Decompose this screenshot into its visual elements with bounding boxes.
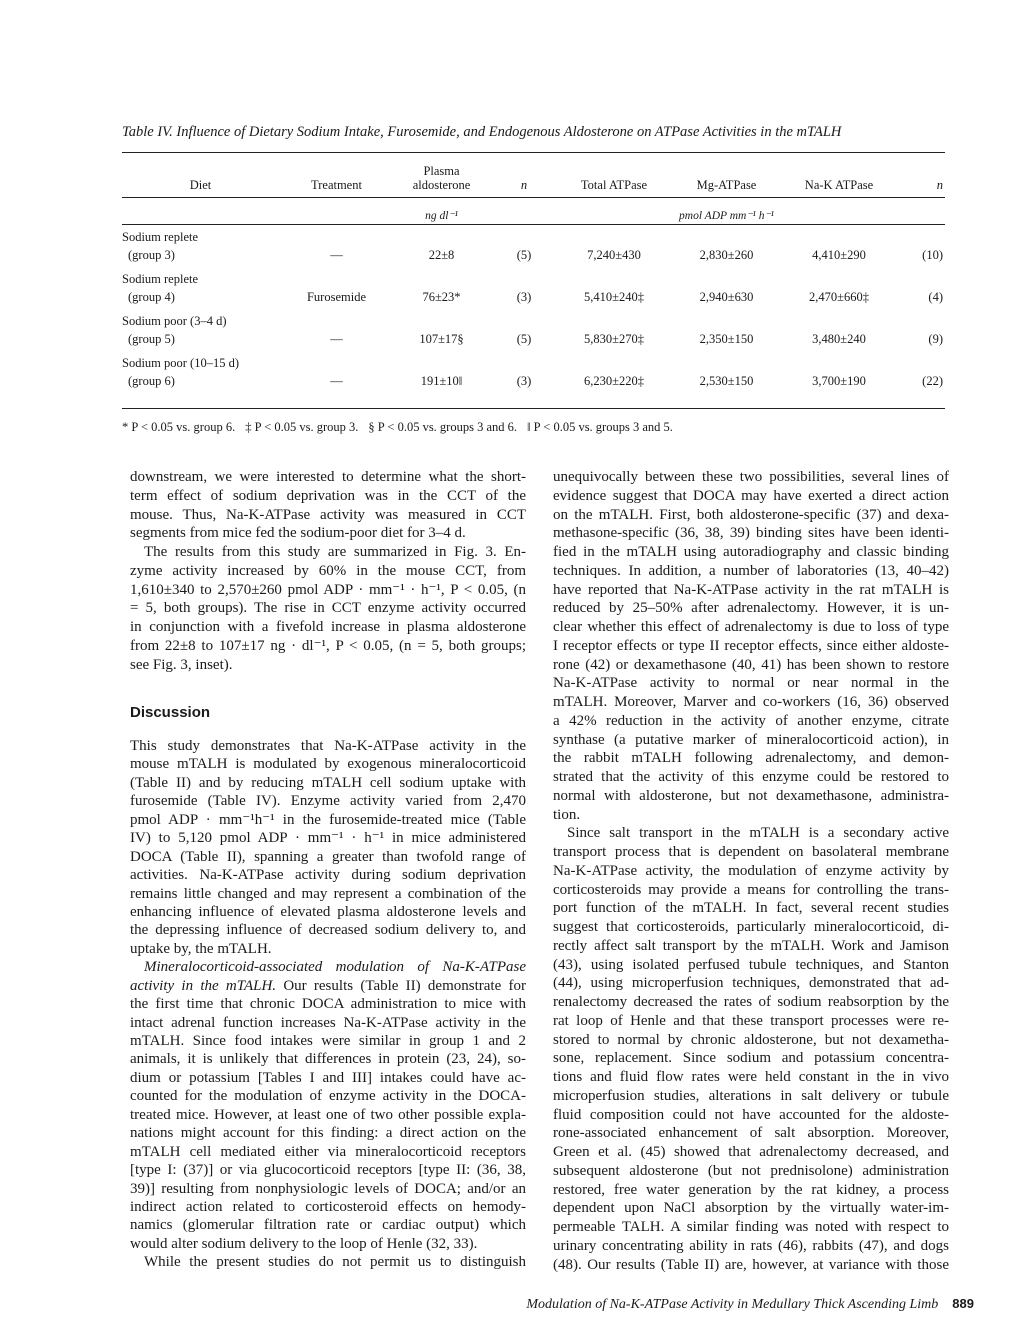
text-line: pmol ADP · mm⁻¹h⁻¹ in the furosemide-treated mice (Table bbox=[130, 811, 526, 828]
text-line: a 42% reduction in the activity of another enzyme, citrate bbox=[553, 712, 949, 729]
text-line: the rabbit mTALH following adrenalectomy, and demon- bbox=[553, 750, 949, 767]
text-line: transport process that is dependent on basolateral membrane bbox=[553, 844, 949, 860]
text-line: mTALH. Moreover, Marver and co-workers (16, 36) observed bbox=[553, 694, 949, 710]
atpase-table bbox=[122, 160, 945, 390]
cell-diet bbox=[122, 264, 279, 306]
text-line: corticosteroids may provide a means for controlling the trans- bbox=[553, 881, 949, 898]
cell-total: 7,240±430 bbox=[587, 248, 641, 262]
text-line: term effect of sodium deprivation was in the CCT of the bbox=[130, 487, 526, 504]
text-line: rone-associated enhancement of salt absorption. Moreover, bbox=[553, 1125, 949, 1142]
footnote: ‖ P < 0.05 vs. groups 3 and 5. bbox=[527, 420, 673, 434]
header-nak-atpase: Na-K ATPase bbox=[804, 178, 874, 192]
cell-diet bbox=[122, 348, 279, 390]
text-line: treated mice. However, at least one of two other possible expla- bbox=[130, 1106, 526, 1123]
cell-aldo: 107±17§ bbox=[419, 332, 464, 346]
text-line: enhancing influence of elevated plasma aldosterone levels and bbox=[130, 903, 526, 920]
text-line: synthase (a putative marker of mineralocorticoid action), in bbox=[553, 731, 949, 748]
text-line: from 22±8 to 107±17 ng · dl⁻¹, P < 0.05, (n = 5, both groups; bbox=[130, 637, 526, 654]
text-line: I receptor effects or type II receptor effects, since either aldoste- bbox=[553, 637, 949, 654]
text-line: furosemide (Table IV). Enzyme activity varied from 2,470 bbox=[130, 793, 526, 810]
text-line: namics (glomerular filtration rate or cardiac output) which bbox=[130, 1217, 526, 1234]
text-line: rectly affect salt transport by the mTALH. Work and Jamison bbox=[553, 937, 949, 954]
table-row bbox=[122, 222, 945, 264]
cell-mg: 2,830±260 bbox=[699, 248, 754, 262]
cell-n1: (3) bbox=[516, 290, 532, 304]
text-line: evidence suggest that DOCA may have exerted a direct action bbox=[553, 487, 949, 504]
text-line: mTALH cell mediated either via mineralocorticoid receptors bbox=[130, 1143, 526, 1160]
cell-total: 5,410±240‡ bbox=[584, 290, 644, 304]
text-line: the depressing influence of decreased sodium delivery to, and bbox=[130, 922, 526, 939]
units-aldosterone: ng dl⁻¹ bbox=[425, 210, 458, 222]
group-label: (group 4) bbox=[128, 290, 175, 304]
text-line: This study demonstrates that Na-K-ATPase activity in the bbox=[130, 738, 526, 754]
text-line: segments from mice fed the sodium-poor diet for 3–4 d. bbox=[130, 525, 466, 542]
text-line: DOCA (Table II), spanning a greater than twofold range of bbox=[130, 848, 526, 865]
cell-mg: 2,940±630 bbox=[699, 290, 754, 304]
cell-total: 5,830±270‡ bbox=[584, 332, 644, 346]
cell-n2: (4) bbox=[928, 290, 943, 304]
text-line: remains little changed and may represent a combination of the bbox=[130, 885, 526, 902]
units-atpase: pmol ADP mm⁻¹ h⁻¹ bbox=[679, 210, 774, 222]
text-line: (Table II) and by reducing mTALH cell sodium uptake with bbox=[130, 774, 526, 791]
italic-run: activity in the mTALH. bbox=[130, 977, 277, 994]
text-line: Green et al. (45) showed that adrenalectomy decreased, and bbox=[553, 1144, 949, 1160]
text-line: intact adrenal function increases Na-K-ATPase activity in the bbox=[130, 1014, 526, 1031]
text-line: rat loop of Henle and that these transport processes were re- bbox=[553, 1012, 949, 1029]
text-line: animals, it is unlikely that differences in protein (23, 24), so- bbox=[130, 1051, 526, 1068]
text-line: activities. Na-K-ATPase activity during sodium deprivation bbox=[130, 867, 526, 884]
text-line: Na-K-ATPase activity, the modulation of enzyme activity by bbox=[553, 862, 949, 879]
text-line: nations might account for this finding: a direct action on the bbox=[130, 1125, 526, 1142]
cell-n1: (5) bbox=[516, 332, 532, 346]
diet-label: Sodium poor (10–15 d) bbox=[122, 356, 240, 370]
text-line: tions and fluid flow rates were held constant in the in vivo bbox=[553, 1069, 949, 1085]
text-line: tion. bbox=[553, 806, 581, 823]
text-line: have reported that Na-K-ATPase activity in the rat mTALH is bbox=[553, 581, 949, 598]
text-line: dependent upon NaCl absorption by the virtually water-im- bbox=[553, 1200, 949, 1217]
cell-aldo: 76±23* bbox=[422, 290, 461, 304]
table-units-row bbox=[122, 192, 945, 222]
text-line: zyme activity increased by 60% in the mouse CCT, from bbox=[130, 562, 526, 579]
text-line: subsequent aldosterone (but not prednisolone) administration bbox=[553, 1162, 949, 1179]
cell-aldo: 191±10‖ bbox=[420, 374, 463, 388]
text-line: restored, free water generation by the rat kidney, a process bbox=[553, 1181, 949, 1198]
running-title: Modulation of Na-K-ATPase Activity in Medullary Thick Ascending Limb bbox=[526, 1297, 939, 1312]
text-line: in conjunction with a fivefold increase in plasma aldosterone bbox=[130, 619, 526, 635]
cell-mg: 2,350±150 bbox=[699, 332, 754, 346]
header-aldosterone-line1: Plasma bbox=[423, 164, 460, 178]
text-line: indirect action related to corticosteroid effects on hemody- bbox=[130, 1198, 526, 1215]
cell-mg: 2,530±150 bbox=[699, 374, 754, 388]
group-label: (group 3) bbox=[128, 248, 175, 262]
text-line: downstream, we were interested to determine what the short- bbox=[130, 469, 526, 485]
cell-n2: (10) bbox=[922, 248, 943, 262]
cell-n1: (5) bbox=[516, 248, 532, 262]
group-label: (group 6) bbox=[128, 374, 175, 388]
text-line: mTALH. Since food intakes were similar in group 1 and 2 bbox=[130, 1033, 526, 1049]
text-line: microperfusion studies, alterations in salt delivery or tubule bbox=[553, 1087, 949, 1104]
text-line: The results from this study are summarized in Fig. 3. En- bbox=[144, 544, 526, 560]
text-line: fied in the mTALH using autoradiography and classic binding bbox=[553, 544, 949, 560]
text-line: Since salt transport in the mTALH is a secondary active bbox=[567, 825, 949, 842]
group-label: (group 5) bbox=[128, 332, 175, 346]
text-line: counted for the modulation of enzyme activity in the DOCA- bbox=[130, 1088, 526, 1105]
footnote: ‡ P < 0.05 vs. group 3. bbox=[245, 420, 359, 434]
text-line: on the mTALH. First, both aldosterone-specific (37) and dexa- bbox=[553, 506, 949, 523]
header-n: n bbox=[936, 178, 943, 192]
text-line: the first time that chronic DOCA administration to mice with bbox=[130, 996, 526, 1013]
page-number: 889 bbox=[952, 1296, 974, 1311]
text-line: normal with aldosterone, but not dexamethasone, administra- bbox=[553, 787, 949, 804]
text-line: Na-K-ATPase activity to normal or near normal in the bbox=[553, 675, 949, 692]
table-row bbox=[122, 306, 945, 348]
page-footer bbox=[526, 1296, 974, 1313]
cell-diet bbox=[122, 222, 279, 264]
text-line: sone, replacement. Since sodium and potassium concentra- bbox=[553, 1050, 949, 1067]
cell-treatment: — bbox=[330, 374, 343, 388]
right-column bbox=[553, 468, 949, 1274]
text-line: methasone-specific (36, 38, 39) binding sites have been identi- bbox=[553, 525, 949, 542]
text-line: dium or potassium [Tables I and III] intakes could have ac- bbox=[130, 1069, 526, 1086]
text-line: Mineralocorticoid-associated modulation of Na-K-ATPase bbox=[144, 959, 526, 976]
cell-n2: (22) bbox=[922, 374, 943, 388]
text-line: (44), using microperfusion techniques, demonstrated that ad- bbox=[553, 975, 949, 992]
text-line: permeable TALH. A similar finding was noted with respect to bbox=[553, 1219, 949, 1235]
text-line: 39)] resulting from nonphysiologic levels of DOCA; and/or an bbox=[130, 1180, 526, 1197]
header-treatment: Treatment bbox=[311, 178, 362, 192]
cell-total: 6,230±220‡ bbox=[584, 374, 644, 388]
header-aldosterone-line2: aldosterone bbox=[412, 178, 471, 192]
text-line: [type I: (37)] or via glucocorticoid receptors [type II: (36, 38, bbox=[130, 1162, 526, 1179]
table-row bbox=[122, 264, 945, 306]
text-line: port function of the mTALH. In fact, several recent studies bbox=[553, 900, 949, 917]
cell-treatment: — bbox=[330, 248, 343, 262]
table-footnotes bbox=[122, 420, 683, 435]
text-line: urinary concentrating ability in rats (46), rabbits (47), and dogs bbox=[553, 1237, 949, 1254]
diet-label: Sodium replete bbox=[122, 272, 199, 286]
text-line: mouse. Thus, Na-K-ATPase activity was measured in CCT bbox=[130, 506, 526, 523]
header-n: n bbox=[520, 178, 528, 192]
footnote: * P < 0.05 vs. group 6. bbox=[122, 420, 236, 434]
text-line: rone (42) or dexamethasone (40, 41) has been shown to restore bbox=[553, 656, 949, 673]
text-line: fluid composition could not have accounted for the aldoste- bbox=[553, 1106, 949, 1123]
cell-treatment: Furosemide bbox=[306, 290, 367, 304]
cell-n1: (3) bbox=[516, 374, 532, 388]
text-line: would alter sodium delivery to the loop of Henle (32, 33). bbox=[130, 1235, 478, 1252]
cell-treatment: — bbox=[330, 332, 343, 346]
cell-nak: 3,480±240 bbox=[812, 332, 866, 346]
text-line: strated that the activity of this enzyme could be restored to bbox=[553, 769, 949, 785]
text-line: see Fig. 3, inset). bbox=[130, 656, 233, 673]
text-line: (48). Our results (Table II) are, however, at variance with those bbox=[553, 1256, 949, 1273]
table-top-rule bbox=[122, 152, 945, 153]
footnote: § P < 0.05 vs. groups 3 and 6. bbox=[368, 420, 518, 434]
diet-label: Sodium poor (3–4 d) bbox=[122, 314, 227, 328]
text-line: stored to normal by chronic aldosterone, but not dexametha- bbox=[553, 1031, 949, 1048]
cell-nak: 3,700±190 bbox=[812, 374, 866, 388]
text-line: activity in the mTALH. Our results (Table II) demonstrate for bbox=[130, 977, 526, 994]
header-mg-atpase: Mg-ATPase bbox=[696, 178, 757, 192]
text-line: techniques. In addition, a number of laboratories (13, 40–42) bbox=[553, 562, 949, 579]
text-line: mouse mTALH is modulated by exogenous mineralocorticoid bbox=[130, 756, 526, 773]
text-line: unequivocally between these two possibilities, several lines of bbox=[553, 469, 949, 485]
text-line: IV) to 5,120 pmol ADP · mm⁻¹ · h⁻¹ in mice administered bbox=[130, 830, 526, 847]
header-total-atpase: Total ATPase bbox=[580, 178, 648, 192]
section-heading-discussion: Discussion bbox=[130, 704, 211, 721]
text-line: = 5, both groups). The rise in CCT enzyme activity occurred bbox=[130, 600, 526, 617]
cell-aldo: 22±8 bbox=[428, 248, 455, 262]
cell-nak: 2,470±660‡ bbox=[809, 290, 869, 304]
cell-diet bbox=[122, 306, 279, 348]
header-diet: Diet bbox=[189, 178, 212, 192]
table-title: Table IV. Influence of Dietary Sodium Intake, Furosemide, and Endogenous Aldosterone on ATPase Activities in the mTALH bbox=[122, 124, 842, 140]
table-bottom-rule bbox=[122, 408, 945, 409]
text-line: reduced by 25–50% after adrenalectomy. However, it is un- bbox=[553, 600, 949, 617]
text-line: renalectomy decreased the rates of sodium reabsorption by the bbox=[553, 994, 949, 1010]
diet-label: Sodium replete bbox=[122, 230, 199, 244]
text-line: uptake by, the mTALH. bbox=[130, 940, 272, 957]
text-line: (43), using isolated perfused tubule techniques, and Stanton bbox=[553, 956, 949, 973]
table-row bbox=[122, 348, 945, 390]
table-header-row bbox=[122, 160, 945, 192]
cell-n2: (9) bbox=[928, 332, 943, 346]
text-line: suggest that corticosteroids, particularly mineralocorticoid, di- bbox=[553, 919, 949, 935]
left-column-top bbox=[130, 468, 526, 674]
left-column-discussion bbox=[130, 737, 526, 1272]
text-line: 1,610±340 to 2,570±260 pmol ADP · mm⁻¹ · h⁻¹, P < 0.05, (n bbox=[130, 581, 526, 598]
header-aldosterone bbox=[394, 160, 489, 192]
cell-nak: 4,410±290 bbox=[812, 248, 866, 262]
text-line: clear whether this effect of adrenalectomy is due to loss of type bbox=[553, 619, 949, 635]
text-line: While the present studies do not permit us to distinguish bbox=[144, 1254, 526, 1271]
